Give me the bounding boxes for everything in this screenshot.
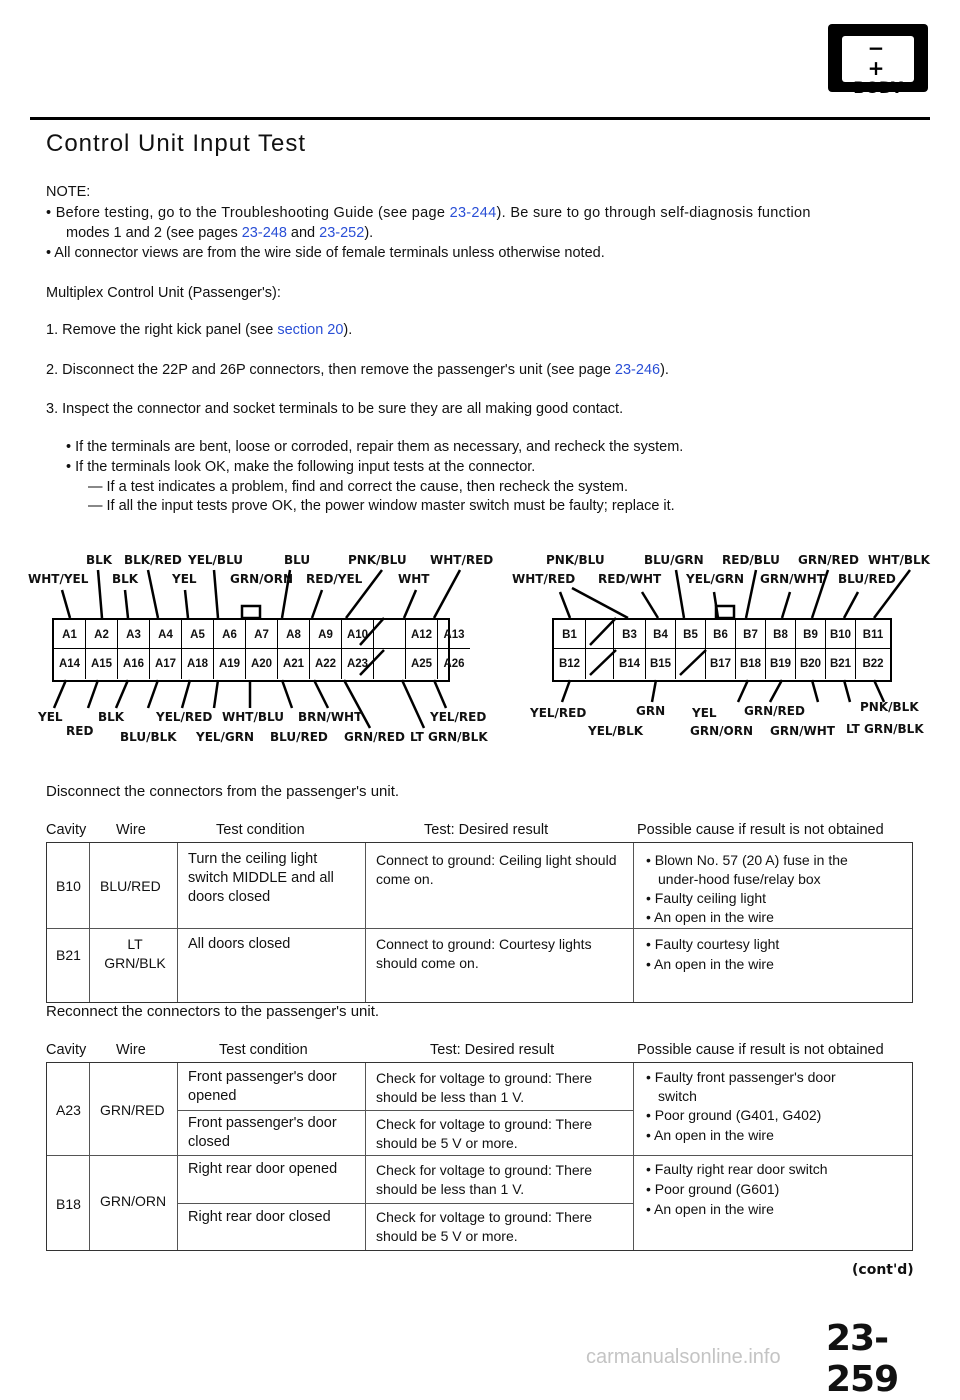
s2-r1-result-2: Check for voltage to ground: There should be 5 V or more. bbox=[376, 1116, 593, 1151]
s2-r1-condition-1: Front passenger's door opened bbox=[188, 1069, 337, 1104]
terminal-a23: A23 bbox=[342, 649, 374, 679]
note-1-text-d: and bbox=[290, 225, 316, 241]
step-3-bullet-2: • If the terminals look OK, make the following input tests at the connector. bbox=[66, 459, 536, 475]
continued-label: (cont'd) bbox=[852, 1262, 914, 1278]
col-divider bbox=[177, 843, 178, 1002]
wire-label: YEL bbox=[172, 572, 197, 586]
wire-label: BLU/RED bbox=[838, 572, 896, 586]
terminal-b12: B12 bbox=[554, 649, 586, 679]
col-header-cavity: Cavity bbox=[46, 1042, 87, 1058]
battery-body-badge bbox=[828, 24, 928, 97]
wire-label: WHT/BLK bbox=[868, 553, 930, 567]
note-1-text-e: ). bbox=[364, 225, 374, 241]
subrow-divider bbox=[178, 1110, 633, 1111]
s2-r1-cause-2: • Poor ground (G401, G402) bbox=[646, 1107, 822, 1123]
terminal-a26: A26 bbox=[443, 658, 465, 670]
terminal-b2-empty bbox=[586, 620, 614, 650]
s1-r1-result: Connect to ground: Ceiling light should come on. bbox=[376, 852, 617, 887]
s1-r1-condition: Turn the ceiling light switch MIDDLE and all doors closed bbox=[188, 851, 334, 905]
terminal-b9: B9 bbox=[796, 620, 826, 650]
s2-r2-condition-2: Right rear door closed bbox=[188, 1209, 331, 1225]
terminal-b5: B5 bbox=[676, 620, 706, 650]
footer-watermark: carmanualsonline.info bbox=[586, 1346, 781, 1368]
step-1-text: 1. Remove the right kick panel (see bbox=[46, 322, 274, 338]
connector-b-row-1 bbox=[554, 620, 890, 650]
s1-r1-cause-1b: under-hood fuse/relay box bbox=[658, 871, 821, 887]
wire-label: RED bbox=[66, 724, 94, 738]
terminal-a2: A2 bbox=[86, 620, 118, 650]
col-divider bbox=[89, 843, 90, 1002]
section-1-intro: Disconnect the connectors from the passenger's unit. bbox=[46, 783, 400, 800]
s1-r1-cause-3: • An open in the wire bbox=[646, 909, 774, 925]
wire-label: RED/BLU bbox=[722, 553, 780, 567]
s1-r2-condition: All doors closed bbox=[188, 936, 291, 952]
wire-label: BLK bbox=[98, 710, 125, 724]
terminal-a21: A21 bbox=[278, 649, 310, 679]
terminal-b19: B19 bbox=[766, 649, 796, 679]
wire-label: GRN/ORN bbox=[230, 572, 293, 586]
terminal-a7: A7 bbox=[246, 620, 278, 650]
s2-r1-cause-1: • Faulty front passenger's door bbox=[646, 1069, 836, 1085]
terminal-a6: A6 bbox=[214, 620, 246, 650]
col-divider bbox=[633, 1063, 634, 1250]
wire-label: BLU/RED bbox=[270, 730, 328, 744]
wire-label: YEL/GRN bbox=[196, 730, 255, 744]
terminal-a25: A25 bbox=[406, 649, 438, 679]
note-1-text-c: modes 1 and 2 (see pages bbox=[66, 225, 238, 241]
terminal-a3: A3 bbox=[118, 620, 150, 650]
wire-label: PNK/BLK bbox=[860, 700, 919, 714]
s1-r1-cavity: B10 bbox=[56, 878, 81, 894]
s1-r1-cause-2: • Faulty ceiling light bbox=[646, 890, 767, 906]
wire-label: RED/YEL bbox=[306, 572, 363, 586]
wire-label: YEL/BLU bbox=[188, 553, 244, 567]
step-2 bbox=[46, 360, 669, 380]
wire-label: WHT bbox=[398, 572, 430, 586]
wire-label: GRN bbox=[636, 704, 666, 718]
wire-label: YEL/GRN bbox=[686, 572, 745, 586]
s2-r2-cause-2: • Poor ground (G601) bbox=[646, 1181, 780, 1197]
connector-b-row-2 bbox=[554, 648, 890, 679]
wire-label: GRN/RED bbox=[344, 730, 405, 744]
wire-label: GRN/WHT bbox=[770, 724, 835, 738]
terminal-b14: B14 bbox=[614, 649, 646, 679]
col-header-wire: Wire bbox=[116, 822, 146, 838]
terminal-a10: A10 bbox=[342, 620, 374, 650]
terminal-b22: B22 bbox=[862, 658, 884, 670]
wire-label: YEL/RED bbox=[530, 706, 587, 720]
section-2-intro: Reconnect the connectors to the passenger's unit. bbox=[46, 1003, 380, 1020]
wire-label: LT GRN/BLK bbox=[410, 730, 488, 744]
wire-label: LT GRN/BLK bbox=[846, 722, 924, 736]
s1-r2-wire: LT GRN/BLK bbox=[104, 936, 166, 971]
col-header-result: Test: Desired result bbox=[424, 822, 549, 838]
wire-label: BLU/BLK bbox=[120, 730, 177, 744]
terminal-b16-empty bbox=[676, 649, 706, 679]
wire-label: RED/WHT bbox=[598, 572, 662, 586]
s2-r2-condition-1: Right rear door opened bbox=[188, 1161, 338, 1177]
terminal-a1: A1 bbox=[54, 620, 86, 650]
terminal-b18: B18 bbox=[736, 649, 766, 679]
s1-r1-wire: BLU/RED bbox=[100, 878, 161, 894]
wire-label: BLK/RED bbox=[124, 553, 182, 567]
terminal-a19: A19 bbox=[214, 649, 246, 679]
s1-r2-cause-2: • An open in the wire bbox=[646, 956, 774, 972]
wire-label: BLK bbox=[86, 553, 113, 567]
terminal-a5: A5 bbox=[182, 620, 214, 650]
connector-a-row-1 bbox=[54, 620, 470, 650]
terminal-a14: A14 bbox=[54, 649, 86, 679]
col-header-condition: Test condition bbox=[219, 1042, 308, 1058]
col-header-cause: Possible cause if result is not obtained bbox=[637, 822, 884, 838]
s1-r2-result: Connect to ground: Courtesy lights should come on. bbox=[376, 936, 592, 971]
link-23-246[interactable]: 23-246 bbox=[614, 362, 661, 378]
terminal-a22: A22 bbox=[310, 649, 342, 679]
step-1-text-b: ). bbox=[343, 322, 353, 338]
terminal-b10: B10 bbox=[826, 620, 856, 650]
terminal-b20: B20 bbox=[796, 649, 826, 679]
step-3: 3. Inspect the connector and socket terminals to be sure they are all making good contact. bbox=[46, 401, 624, 417]
link-section-20[interactable]: section 20 bbox=[277, 322, 344, 338]
terminal-b15: B15 bbox=[646, 649, 676, 679]
wire-label: WHT/RED bbox=[430, 553, 494, 567]
wire-label: BLU bbox=[284, 553, 311, 567]
wire-label: GRN/ORN bbox=[690, 724, 753, 738]
connector-a-row-2 bbox=[54, 648, 470, 679]
row-divider bbox=[47, 1155, 912, 1156]
terminal-a20: A20 bbox=[246, 649, 278, 679]
note-1 bbox=[46, 203, 811, 223]
terminal-a4: A4 bbox=[150, 620, 182, 650]
terminal-b17: B17 bbox=[706, 649, 736, 679]
note-1-cont bbox=[66, 223, 373, 243]
terminal-a18: A18 bbox=[182, 649, 214, 679]
s2-r1-condition-2: Front passenger's door closed bbox=[188, 1115, 337, 1150]
wire-label: GRN/RED bbox=[798, 553, 859, 567]
page-title: Control Unit Input Test bbox=[46, 130, 307, 157]
step-3-dash-2: — If all the input tests prove OK, the power window master switch must be faulty; replace it. bbox=[88, 498, 675, 514]
col-divider bbox=[177, 1063, 178, 1250]
note-label: NOTE: bbox=[46, 184, 91, 200]
terminal-b8: B8 bbox=[766, 620, 796, 650]
s1-r1-cause-1: • Blown No. 57 (20 A) fuse in the bbox=[646, 852, 848, 868]
wire-label: GRN/WHT bbox=[760, 572, 825, 586]
col-header-cavity: Cavity bbox=[46, 822, 87, 838]
wire-label: WHT/BLU bbox=[222, 710, 284, 724]
s2-r2-cause-1: • Faulty right rear door switch bbox=[646, 1161, 828, 1177]
s2-r2-result-2: Check for voltage to ground: There should be 5 V or more. bbox=[376, 1209, 593, 1244]
step-3-dash-1: — If a test indicates a problem, find and correct the cause, then recheck the system. bbox=[88, 479, 628, 495]
col-divider bbox=[89, 1063, 90, 1250]
note-1-text-b: ). Be sure to go through self-diagnosis function bbox=[496, 205, 811, 221]
terminal-a11-empty bbox=[374, 620, 406, 650]
wire-label: GRN/RED bbox=[744, 704, 805, 718]
terminal-b21: B21 bbox=[826, 649, 856, 679]
wire-label: BLK bbox=[112, 572, 139, 586]
wire-label: YEL/RED bbox=[156, 710, 213, 724]
wire-label: YEL bbox=[692, 706, 717, 720]
terminal-b13-empty bbox=[586, 649, 614, 679]
col-header-condition: Test condition bbox=[216, 822, 305, 838]
terminal-a16: A16 bbox=[118, 649, 150, 679]
wire-label: PNK/BLU bbox=[546, 553, 605, 567]
wire-label: WHT/RED bbox=[512, 572, 576, 586]
link-23-248[interactable]: 23-248 bbox=[241, 225, 287, 241]
wire-label: PNK/BLU bbox=[348, 553, 407, 567]
wire-label: YEL bbox=[38, 710, 63, 724]
link-23-244[interactable]: 23-244 bbox=[449, 205, 497, 221]
header-rule bbox=[30, 117, 930, 120]
subrow-divider bbox=[178, 1203, 633, 1204]
terminal-a24-empty bbox=[374, 649, 406, 679]
s2-r1-wire: GRN/RED bbox=[100, 1102, 165, 1118]
terminal-b11: B11 bbox=[862, 629, 884, 641]
note-1-text: • Before testing, go to the Troubleshooting Guide (see page bbox=[46, 205, 446, 221]
terminal-a12: A12 bbox=[406, 620, 438, 650]
terminal-a15: A15 bbox=[86, 649, 118, 679]
col-divider bbox=[633, 843, 634, 1002]
step-2-text-b: ). bbox=[660, 362, 669, 378]
col-divider bbox=[365, 843, 366, 1002]
battery-polarity-icon: − + bbox=[867, 36, 899, 80]
col-header-cause: Possible cause if result is not obtained bbox=[637, 1042, 884, 1058]
wire-label: YEL/BLK bbox=[588, 724, 644, 738]
s1-r2-cavity: B21 bbox=[56, 947, 81, 963]
step-1 bbox=[46, 320, 352, 340]
s2-r1-result-1: Check for voltage to ground: There should be less than 1 V. bbox=[376, 1070, 593, 1105]
terminal-a9: A9 bbox=[310, 620, 342, 650]
col-header-wire: Wire bbox=[116, 1042, 146, 1058]
s2-r2-result-1: Check for voltage to ground: There should be less than 1 V. bbox=[376, 1162, 593, 1197]
wire-label: YEL/RED bbox=[430, 710, 487, 724]
step-2-text: 2. Disconnect the 22P and 26P connectors, then remove the passenger's unit (see page bbox=[46, 362, 611, 378]
s1-r2-cause-1: • Faulty courtesy light bbox=[646, 936, 780, 952]
wire-label: BLU/GRN bbox=[644, 553, 704, 567]
badge-label: BODY bbox=[853, 78, 903, 97]
note-2: • All connector views are from the wire side of female terminals unless otherwise noted. bbox=[46, 245, 605, 261]
terminal-b4: B4 bbox=[646, 620, 676, 650]
s2-r2-wire: GRN/ORN bbox=[100, 1193, 167, 1209]
terminal-b3: B3 bbox=[614, 620, 646, 650]
s2-r1-cavity: A23 bbox=[56, 1102, 81, 1118]
s2-r1-cause-1b: switch bbox=[658, 1088, 697, 1104]
terminal-a13: A13 bbox=[443, 629, 465, 641]
s2-r1-cause-3: • An open in the wire bbox=[646, 1127, 774, 1143]
wire-label: WHT/YEL bbox=[28, 572, 89, 586]
terminal-a8: A8 bbox=[278, 620, 310, 650]
col-header-result: Test: Desired result bbox=[430, 1042, 555, 1058]
wire-label: BRN/WHT bbox=[298, 710, 363, 724]
s2-r2-cause-3: • An open in the wire bbox=[646, 1201, 774, 1217]
page-number: 23-259 bbox=[826, 1318, 899, 1400]
terminal-b1: B1 bbox=[554, 620, 586, 650]
col-divider bbox=[365, 1063, 366, 1250]
terminal-a17: A17 bbox=[150, 649, 182, 679]
terminal-b6: B6 bbox=[706, 620, 736, 650]
terminal-b7: B7 bbox=[736, 620, 766, 650]
link-23-252[interactable]: 23-252 bbox=[319, 225, 365, 241]
s2-r2-cavity: B18 bbox=[56, 1196, 81, 1212]
step-3-bullet-1: • If the terminals are bent, loose or corroded, repair them as necessary, and recheck the system. bbox=[66, 439, 684, 455]
row-divider bbox=[47, 928, 912, 929]
unit-heading: Multiplex Control Unit (Passenger's): bbox=[46, 285, 281, 301]
